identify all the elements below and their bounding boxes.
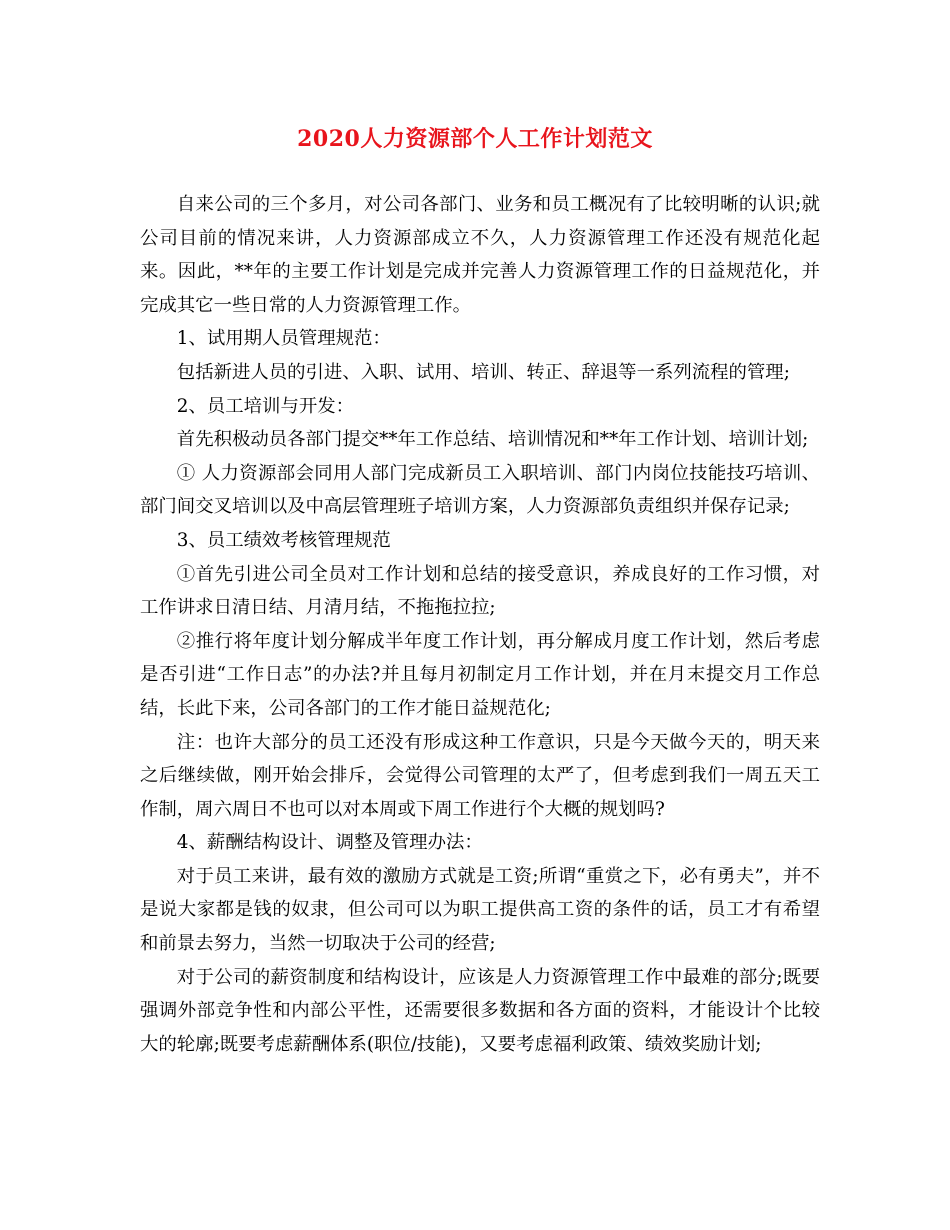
section-heading-2: 2、员工培训与开发： [176, 395, 355, 417]
paragraph-intro: 自来公司的三个多月，对公司各部门、业务和员工概况有了比较明晰的认识;就公司目前的情况来讲，人力资源部成立不久，人力资源管理工作还没有规范化起来。因此，**年的主要工作计划是完成并完善人力资源管理工作的日益规范化，并完成其它一些日常的人力资源管理工作。 [140, 194, 820, 316]
section-heading-3: 3、员工绩效考核管理规范 [176, 529, 391, 551]
paragraph: 首先积极动员各部门提交**年工作总结、培训情况和**年工作计划、培训计划; [176, 429, 809, 451]
paragraph: ① 人力资源部会同用人部门完成新员工入职培训、部门内岗位技能技巧培训、部门间交叉培训以及中高层管理班子培训方案，人力资源部负责组织并保存记录; [140, 462, 820, 518]
document-title: 2020人力资源部个人工作计划范文 [297, 126, 653, 152]
document-body [140, 188, 820, 1061]
paragraph: ①首先引进公司全员对工作计划和总结的接受意识，养成良好的工作习惯，对工作讲求日清日结、月清月结，不拖拖拉拉; [140, 563, 820, 619]
paragraph: ②推行将年度计划分解成半年度工作计划，再分解成月度工作计划，然后考虑是否引进“工作日志”的办法?并且每月初制定月工作计划，并在月末提交月工作总结，长此下来，公司各部门的工作才能日益规范化; [140, 630, 820, 719]
paragraph: 对于员工来讲，最有效的激励方式就是工资;所谓“重赏之下，必有勇夫”，并不是说大家都是钱的奴隶，但公司可以为职工提供高工资的条件的话，员工才有希望和前景去努力，当然一切取决于公司的经营; [140, 865, 820, 955]
paragraph: 包括新进人员的引进、入职、试用、培训、转正、辞退等一系列流程的管理; [176, 361, 790, 383]
section-heading-4: 4、薪酬结构设计、调整及管理办法： [176, 832, 483, 854]
paragraph: 对于公司的薪资制度和结构设计，应该是人力资源管理工作中最难的部分;既要强调外部竞争性和内部公平性，还需要很多数据和各方面的资料，才能设计个比较大的轮廓;既要考虑薪酬体系(职位/技能)，又要考虑福利政策、绩效奖励计划; [140, 966, 820, 1055]
note-paragraph: 注：也许大部分的员工还没有形成这种工作意识，只是今天做今天的，明天来之后继续做，刚开始会排斥，会觉得公司管理的太严了，但考虑到我们一周五天工作制，周六周日不也可以对本周或下周工作进行个大概的规划吗? [140, 731, 820, 820]
section-heading-1: 1、试用期人员管理规范： [176, 328, 391, 350]
